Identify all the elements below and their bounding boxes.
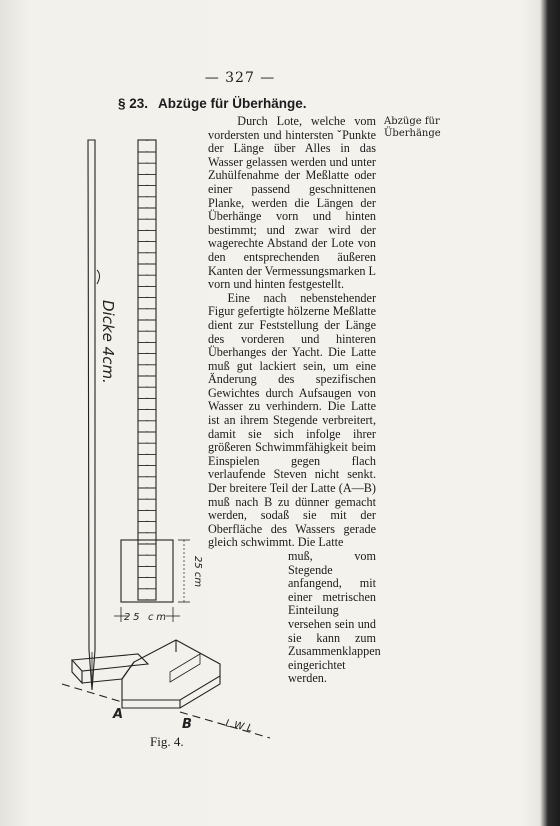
section-title: Abzüge für Überhänge. xyxy=(158,96,307,111)
paragraph-3: muß, vom Stegende anfangend, mit einer metrischen Einteilung versehen sein und sie kann zum Zusammenklappen eingerichtet werden. xyxy=(288,549,381,686)
paragraph-1: Durch Lote, welche vom vordersten und hintersten ˇPunkte der Länge über Alles in das Wasser gelassen werden und unter Zuhülfenahme der Meßlatte oder einer passend geschnittenen Planke, werden die Längen der Überhänge vorn und hinten bestimmt; und zwar wird der wagerechte Abstand der Lote von den entsprechenden äußeren Kanten der Vermessungsmarken L vorn und hinten festgestellt. xyxy=(208,114,376,292)
staff-side-view xyxy=(88,140,100,690)
label-height: 25 cm xyxy=(192,556,203,588)
staff-front-view xyxy=(114,140,190,622)
margin-note-line-2: Überhänge xyxy=(384,128,441,139)
label-lwl: L W L xyxy=(224,718,254,735)
figure-caption: Fig. 4. xyxy=(150,734,184,749)
paragraph-2: Eine nach nebenstehender Figur gefertigte hölzerne Meßlatte dient zur Feststellung der Länge des vorderen und hinteren Überhanges der Yacht. Die Latte muß gut lackiert sein, um eine Änderung des spezifischen Gewichtes durch Aufsaugen von Wasser zu verhindern. Die Latte ist an ihrem Stegende verbreitert, damit sie sich infolge ihrer größeren Schwimmfähigkeit beim Einspielen gegen flach verlaufende Steven nicht senkt. Der breitere Teil der Latte (A—B) muß nach B zu dünner gemacht werden, sodaß sie mit der Oberfläche des Wassers gerade gleich schwimmt. Die Latte xyxy=(208,290,376,550)
page-number: — 327 — xyxy=(204,70,276,86)
label-b: B xyxy=(182,717,192,732)
label-width: 25 cm xyxy=(124,612,166,623)
section-number: § 23. xyxy=(118,96,149,111)
label-a: A xyxy=(113,707,124,722)
label-thickness: Dicke 4cm. xyxy=(99,300,117,384)
margin-note-line-1: Abzüge für xyxy=(384,116,440,127)
